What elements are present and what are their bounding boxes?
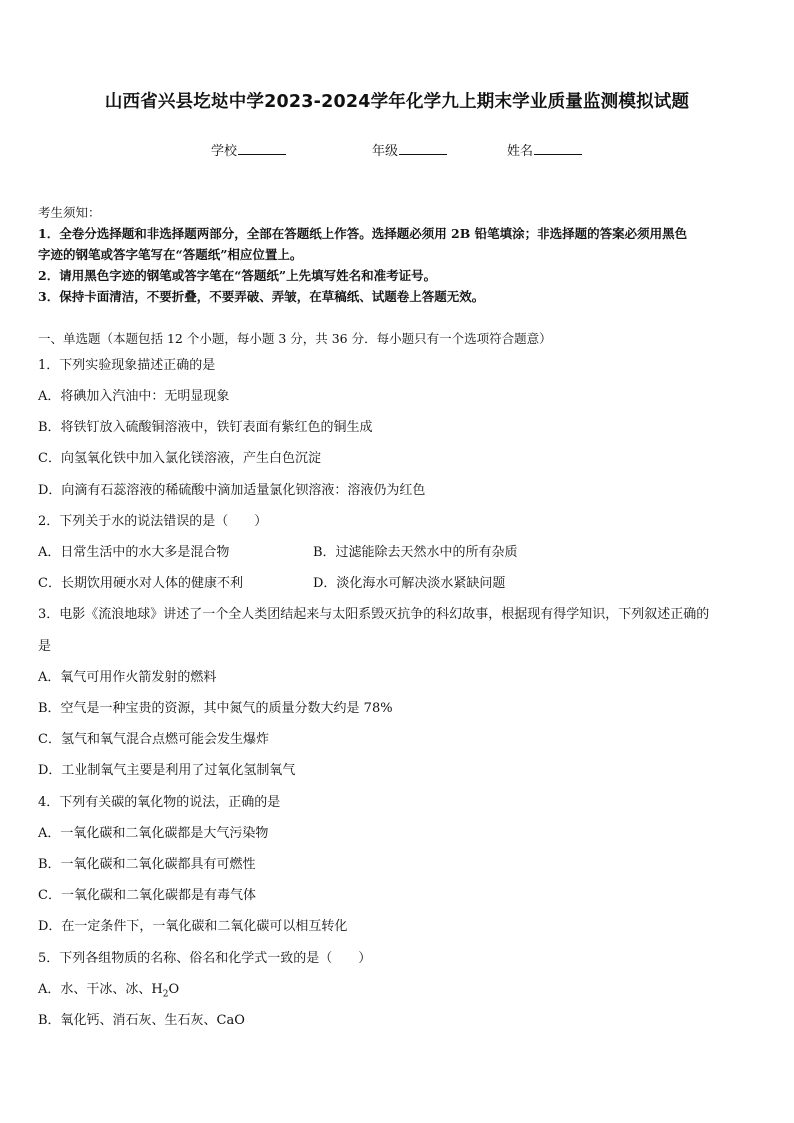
- grade-field: [372, 140, 447, 159]
- notice-item-1-cont: 字迹的钢笔或答字笔写在“答题纸”相应位置上。: [38, 247, 303, 262]
- notice-item-3: 3．保持卡面清洁，不要折叠，不要弄破、弄皱，在草稿纸、试题卷上答题无效。: [38, 289, 485, 304]
- notice-heading: 考生须知：: [38, 205, 101, 220]
- q1-stem: 1．下列实验现象描述正确的是: [38, 358, 216, 373]
- q4-option-b: B．一氧化碳和二氧化碳都具有可燃性: [38, 857, 256, 872]
- notice-item-1: 1．全卷分选择题和非选择题两部分，全部在答题纸上作答。选择题必须用 2B 铅笔填涂；非选择题的答案必须用黑色: [38, 226, 688, 241]
- q5-option-a-subscript: 2: [162, 989, 169, 1000]
- name-field: [507, 140, 582, 159]
- grade-label: 年级: [372, 144, 399, 159]
- school-blank[interactable]: [238, 142, 286, 155]
- grade-blank[interactable]: [399, 142, 447, 155]
- q3-option-d: D．工业制氧气主要是利用了过氧化氢制氧气: [38, 763, 296, 778]
- q2-stem: 2．下列关于水的说法错误的是（ ）: [38, 514, 268, 529]
- q2-option-a: A．日常生活中的水大多是混合物: [38, 545, 230, 560]
- q4-option-d: D．在一定条件下，一氧化碳和二氧化碳可以相互转化: [38, 919, 348, 934]
- q5-option-a-text: A．水、干冰、冰、H: [38, 982, 163, 997]
- q4-option-c: C．一氧化碳和二氧化碳都是有毒气体: [38, 888, 256, 903]
- q3-option-b: B．空气是一种宝贵的资源，其中氮气的质量分数大约是 78%: [38, 701, 393, 716]
- q1-option-a: A．将碘加入汽油中：无明显现象: [38, 389, 230, 404]
- q5-option-a-tail: O: [168, 982, 180, 997]
- q5-stem: 5．下列各组物质的名称、俗名和化学式一致的是（ ）: [38, 951, 372, 966]
- name-blank[interactable]: [534, 142, 582, 155]
- school-field: [211, 140, 286, 159]
- q4-option-a: A．一氧化碳和二氧化碳都是大气污染物: [38, 826, 269, 841]
- notice-item-2: 2．请用黑色字迹的钢笔或答字笔在“答题纸”上先填写姓名和准考证号。: [38, 268, 437, 283]
- q3-stem-cont: 是: [38, 639, 52, 654]
- q1-option-b: B．将铁钉放入硫酸铜溶液中，铁钉表面有紫红色的铜生成: [38, 420, 373, 435]
- q3-option-a: A．氧气可用作火箭发射的燃料: [38, 670, 217, 685]
- student-info-row: [0, 140, 794, 160]
- page-title: 山西省兴县圪垯中学2023-2024学年化学九上期末学业质量监测模拟试题: [104, 92, 690, 112]
- q1-option-c: C．向氢氧化铁中加入氯化镁溶液，产生白色沉淀: [38, 451, 321, 466]
- q3-stem: 3．电影《流浪地球》讲述了一个全人类团结起来与太阳系毁灭抗争的科幻故事，根据现有得学知识，下列叙述正确的: [38, 607, 710, 622]
- q4-stem: 4．下列有关碳的氧化物的说法，正确的是: [38, 795, 281, 810]
- name-label: 姓名: [507, 144, 534, 159]
- q1-option-d: D．向滴有石蕊溶液的稀硫酸中滴加适量氯化钡溶液：溶液仍为红色: [38, 483, 426, 498]
- q3-option-c: C．氢气和氧气混合点燃可能会发生爆炸: [38, 732, 269, 747]
- q2-option-d: D．淡化海水可解决淡水紧缺问题: [313, 576, 506, 591]
- q2-option-c: C．长期饮用硬水对人体的健康不利: [38, 576, 243, 591]
- section-heading: 一、单选题（本题包括 12 个小题，每小题 3 分，共 36 分．每小题只有一个选项符合题意）: [38, 331, 552, 346]
- q5-option-a: [38, 978, 179, 1000]
- school-label: 学校: [211, 144, 238, 159]
- q2-option-b: B．过滤能除去天然水中的所有杂质: [313, 545, 518, 560]
- q5-option-b: B．氧化钙、消石灰、生石灰、CaO: [38, 1013, 245, 1028]
